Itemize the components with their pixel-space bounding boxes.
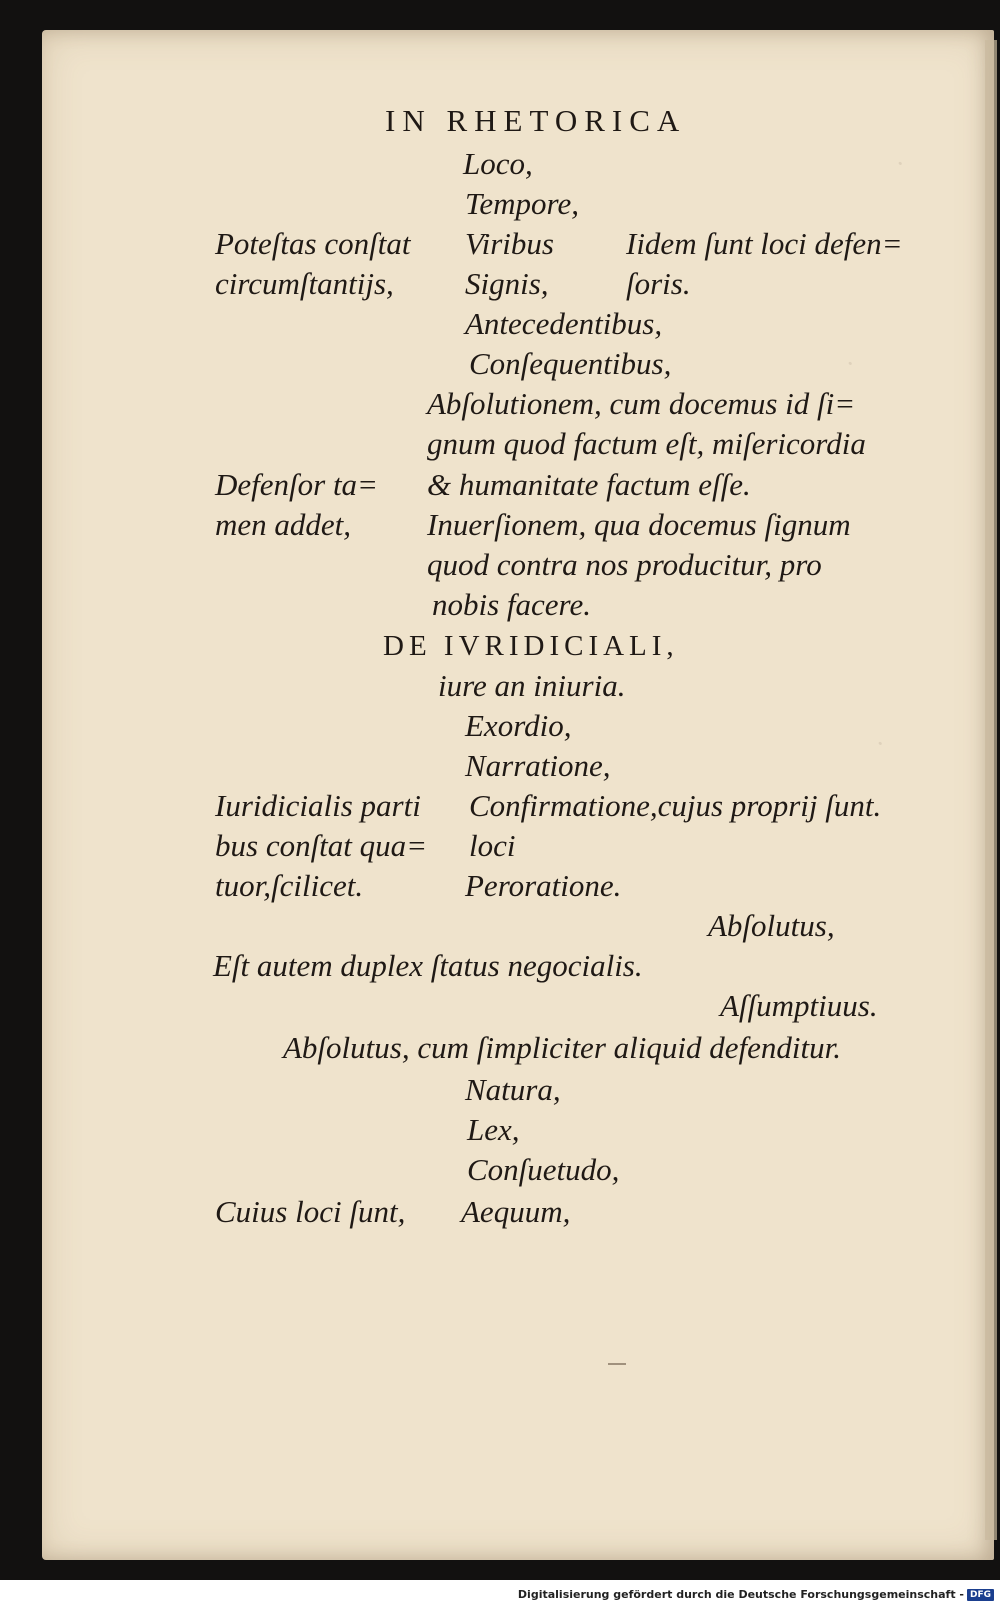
text-line: Cuius loci ſunt,: [215, 1194, 406, 1229]
ink-mark: [608, 1363, 626, 1365]
text-line: Aſſumptiuus.: [720, 988, 878, 1023]
footer-text: Digitalisierung gefördert durch die Deutsche Forschungsgemeinschaft -: [517, 1588, 964, 1601]
text-line: Conſuetudo,: [467, 1152, 620, 1187]
section-title: DE IVRIDICIALI,: [383, 630, 679, 662]
digitization-footer: [0, 1588, 994, 1610]
text-line: ſoris.: [626, 266, 691, 301]
text-line: Signis,: [465, 266, 549, 301]
text-line: Eſt autem duplex ſtatus negocialis.: [213, 948, 643, 983]
dfg-logo: DFG: [967, 1589, 994, 1601]
text-line: Narratione,: [465, 748, 611, 783]
text-line: Defenſor ta=: [215, 467, 378, 502]
text-line: circumſtantijs,: [215, 266, 394, 301]
text-line: Antecedentibus,: [465, 306, 663, 341]
text-line: Viribus: [465, 226, 554, 261]
text-line: gnum quod factum eſt, miſericordia: [427, 426, 866, 461]
text-line: Conſequentibus,: [469, 346, 672, 381]
text-line: Lex,: [467, 1112, 520, 1147]
text-line: men addet,: [215, 507, 352, 542]
text-line: quod contra nos producitur, pro: [427, 547, 822, 582]
text-line: tuor,ſcilicet.: [215, 868, 364, 903]
text-line: Inuerſionem, qua docemus ſignum: [427, 507, 851, 542]
text-line: & humanitate factum eſſe.: [427, 467, 751, 502]
text-line: Exordio,: [465, 708, 572, 743]
running-head: IN RHETORICA: [385, 103, 687, 138]
text-line: Confirmatione,cujus proprij ſunt.: [469, 788, 882, 823]
text-line: Tempore,: [465, 186, 579, 221]
text-line: Abſolutus, cum ſimpliciter aliquid defenditur.: [283, 1030, 841, 1065]
text-line: Abſolutionem, cum docemus id ſi=: [427, 386, 856, 421]
text-line: Natura,: [465, 1072, 561, 1107]
text-line: Loco,: [463, 146, 533, 181]
text-line: Poteſtas conſtat: [215, 226, 411, 261]
text-line: Iuridicialis parti: [215, 788, 421, 823]
text-line: Aequum,: [461, 1194, 571, 1229]
text-line: iure an iniuria.: [438, 668, 626, 703]
text-line: loci: [469, 828, 516, 863]
text-line: Peroratione.: [465, 868, 622, 903]
text-line: nobis facere.: [432, 587, 591, 622]
page-edge: [985, 40, 997, 1540]
text-line: Abſolutus,: [708, 908, 835, 943]
text-line: Iidem ſunt loci defen=: [626, 226, 903, 261]
text-line: bus conſtat qua=: [215, 828, 428, 863]
